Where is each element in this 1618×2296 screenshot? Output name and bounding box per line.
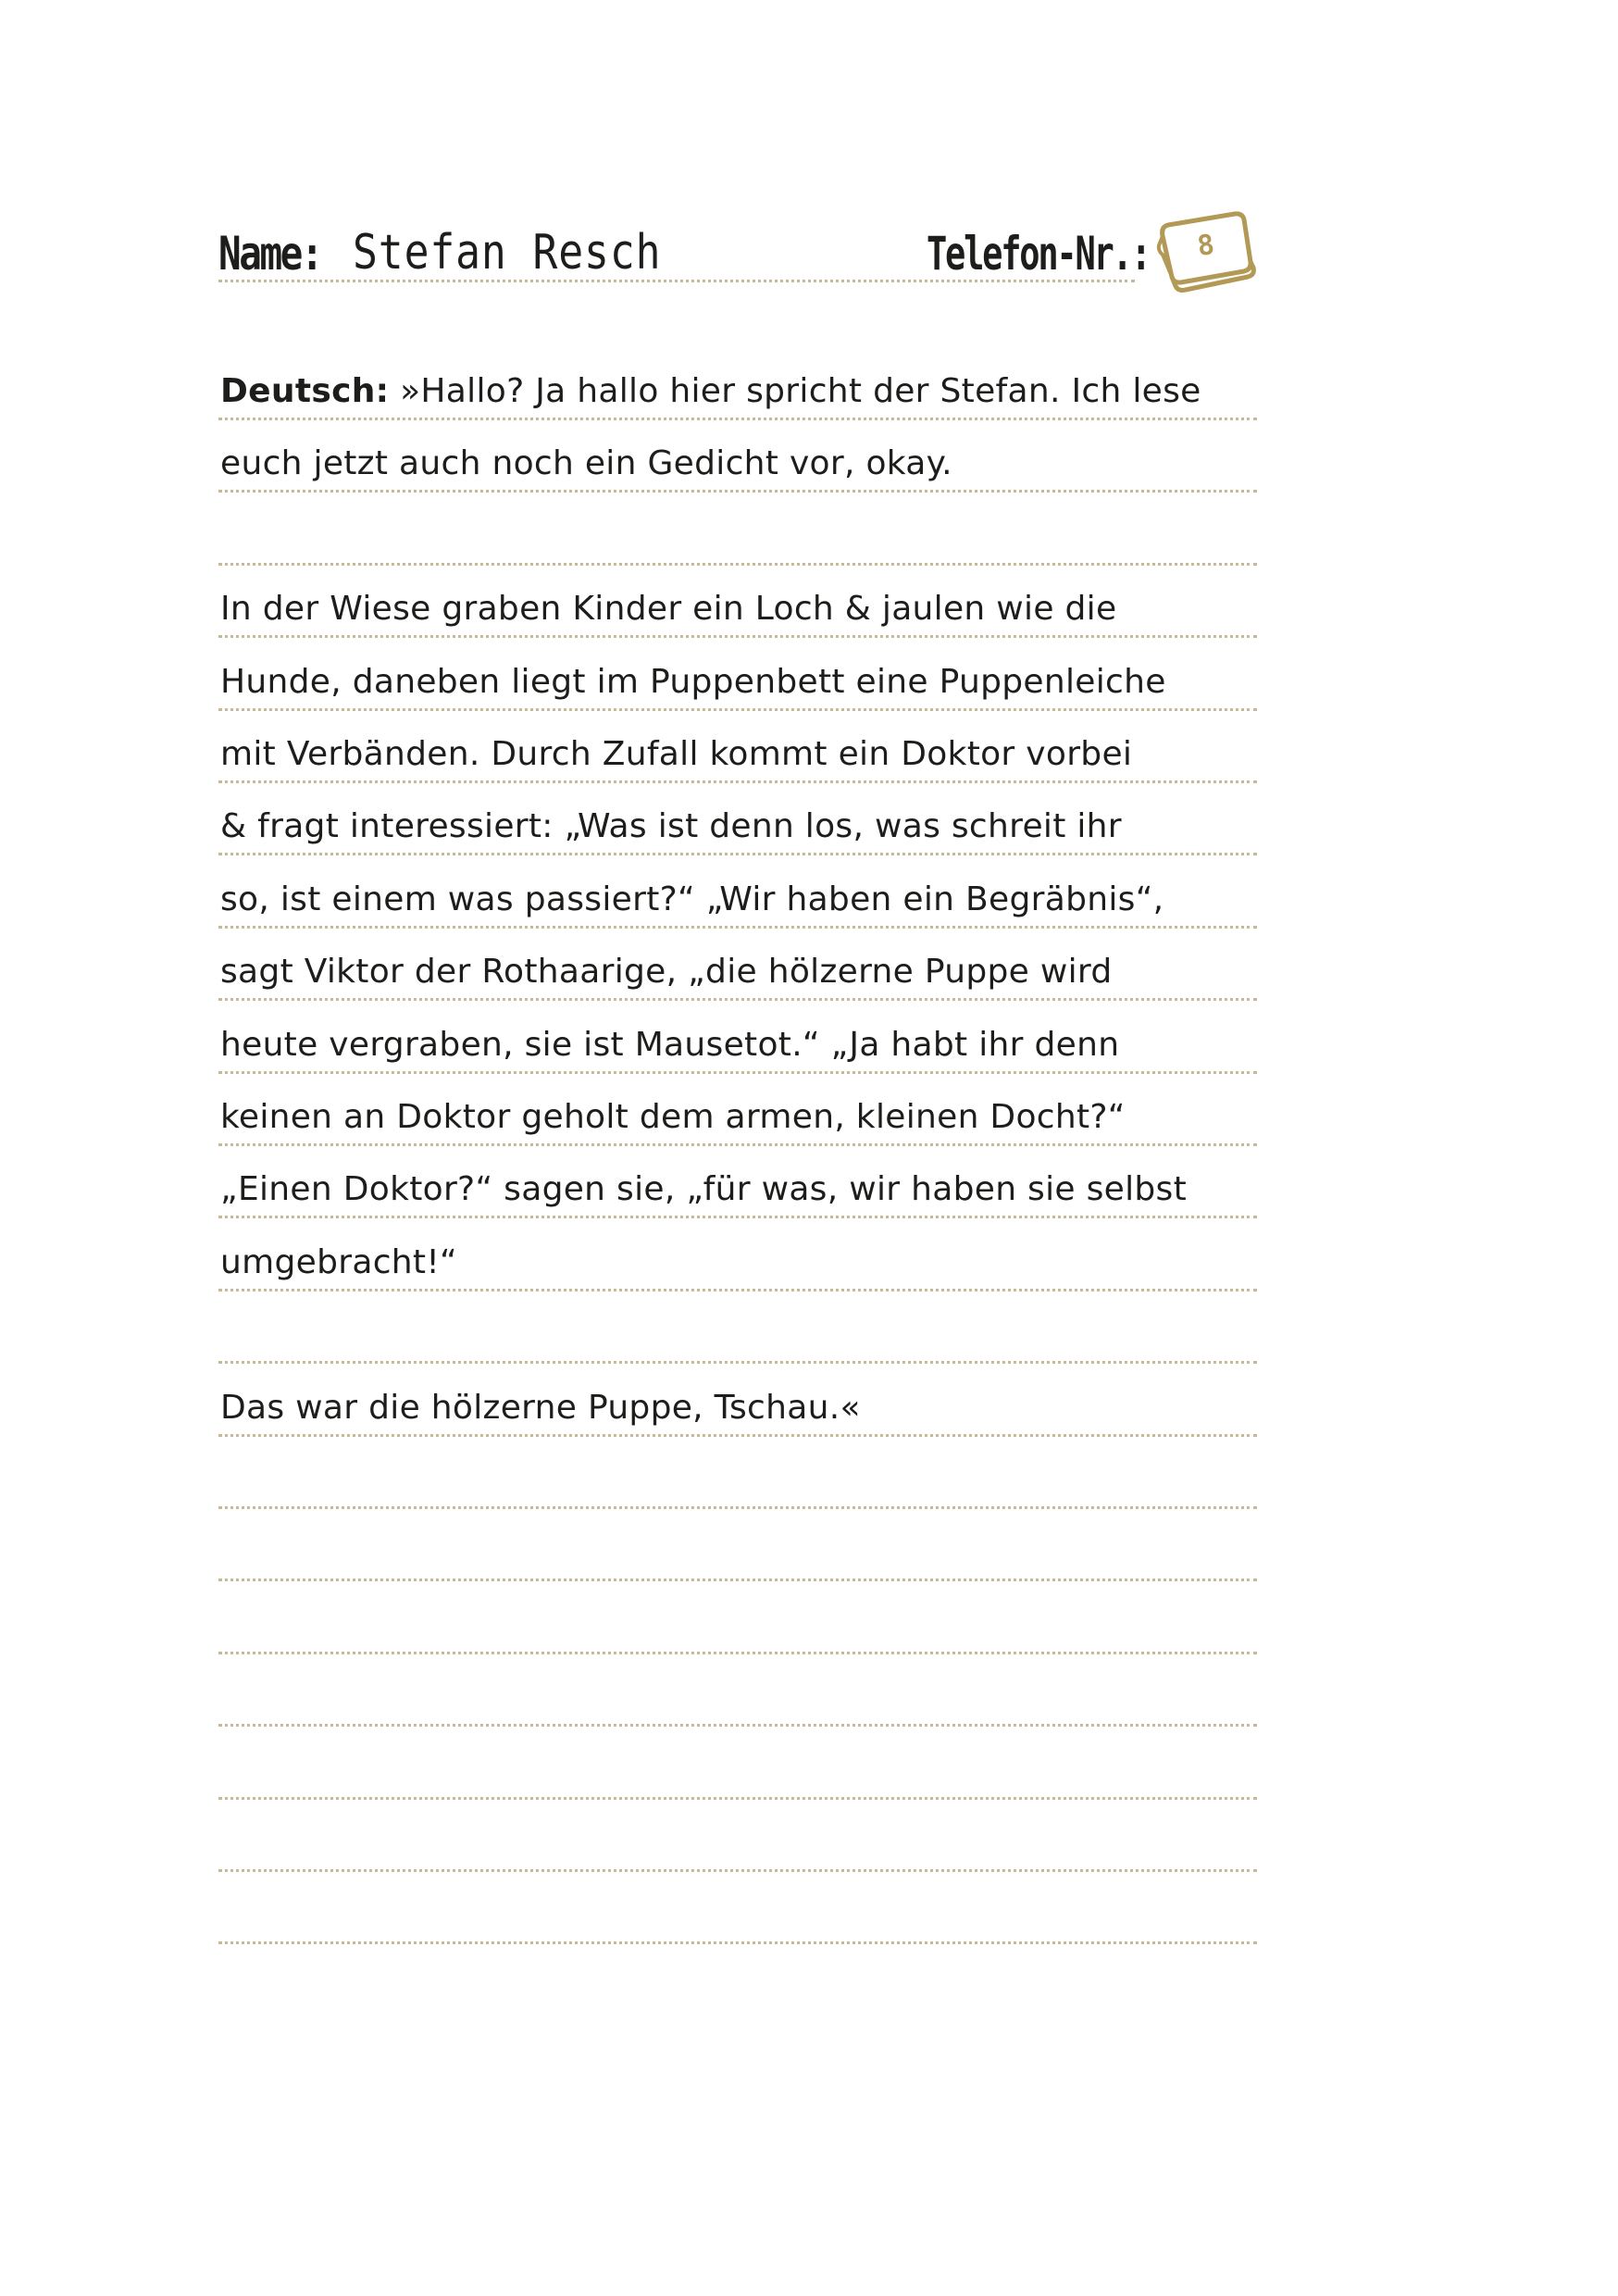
text-line xyxy=(220,589,1116,630)
dotted-rule xyxy=(218,1143,1257,1146)
phone-label: Telefon-Nr.: xyxy=(927,227,1150,281)
dotted-rule xyxy=(218,490,1257,493)
text-line xyxy=(220,443,952,484)
dotted-rule xyxy=(218,708,1257,711)
text-line xyxy=(220,1169,1187,1210)
text-line xyxy=(220,952,1113,992)
line-content: heute vergraben, sie ist Mausetot.“ „Ja habt ihr denn xyxy=(220,1026,1120,1064)
dotted-rule xyxy=(218,1724,1257,1727)
line-content: In der Wiese graben Kinder ein Loch & jaulen wie die xyxy=(220,590,1117,628)
text-line xyxy=(220,371,1201,412)
text-line xyxy=(220,1388,861,1429)
subject-label: Deutsch: xyxy=(220,372,390,410)
text-line xyxy=(220,806,1122,847)
phone-key-number: 8 xyxy=(1195,228,1217,264)
dotted-rule xyxy=(218,1434,1257,1437)
line-content: so, ist einem was passiert?“ „Wir haben ein Begräbnis“, xyxy=(220,880,1164,918)
line-content: Hunde, daneben liegt im Puppenbett eine Puppenleiche xyxy=(220,663,1166,701)
dotted-rule xyxy=(218,1289,1257,1292)
dotted-rule xyxy=(218,926,1257,929)
dotted-rule xyxy=(218,635,1257,638)
name-value: Stefan Resch xyxy=(353,225,662,281)
text-line xyxy=(220,1097,1126,1138)
text-line xyxy=(220,1242,457,1283)
dotted-rule xyxy=(218,1578,1257,1581)
name-label: Name: xyxy=(218,227,322,281)
line-content: euch jetzt auch noch ein Gedicht vor, okay. xyxy=(220,444,952,482)
dotted-rule xyxy=(218,853,1257,855)
line-content: mit Verbänden. Durch Zufall kommt ein Doktor vorbei xyxy=(220,735,1133,773)
dotted-rule xyxy=(218,998,1257,1001)
line-content: sagt Viktor der Rothaarige, „die hölzerne Puppe wird xyxy=(220,953,1113,991)
dotted-rule xyxy=(218,1216,1257,1218)
line-content: Das war die hölzerne Puppe, Tschau.« xyxy=(220,1389,861,1427)
text-line xyxy=(220,662,1166,703)
dotted-rule xyxy=(218,1941,1257,1944)
dotted-rule xyxy=(218,1797,1257,1800)
line-content: umgebracht!“ xyxy=(220,1243,458,1281)
dotted-rule xyxy=(218,418,1257,420)
phone-key-icon xyxy=(1155,208,1257,293)
dotted-rule xyxy=(218,1506,1257,1509)
page-header xyxy=(218,208,1257,301)
dotted-rule xyxy=(218,1361,1257,1364)
line-content: „Einen Doktor?“ sagen sie, „für was, wir haben sie selbst xyxy=(220,1170,1188,1208)
text-line xyxy=(220,1025,1119,1066)
header-dotted-line xyxy=(218,280,1135,282)
dotted-rule xyxy=(218,1652,1257,1654)
line-content: & fragt interessiert: „Was ist denn los, was schreit ihr xyxy=(220,807,1122,845)
dotted-rule xyxy=(218,1869,1257,1872)
text-line xyxy=(220,880,1164,920)
dotted-rule xyxy=(218,563,1257,566)
dotted-rule xyxy=(218,1071,1257,1074)
line-content: »Hallo? Ja hallo hier spricht der Stefan. Ich lese xyxy=(389,372,1201,410)
dotted-rule xyxy=(218,780,1257,783)
text-line xyxy=(220,734,1132,775)
line-content: keinen an Doktor geholt dem armen, kleinen Docht?“ xyxy=(220,1098,1126,1136)
